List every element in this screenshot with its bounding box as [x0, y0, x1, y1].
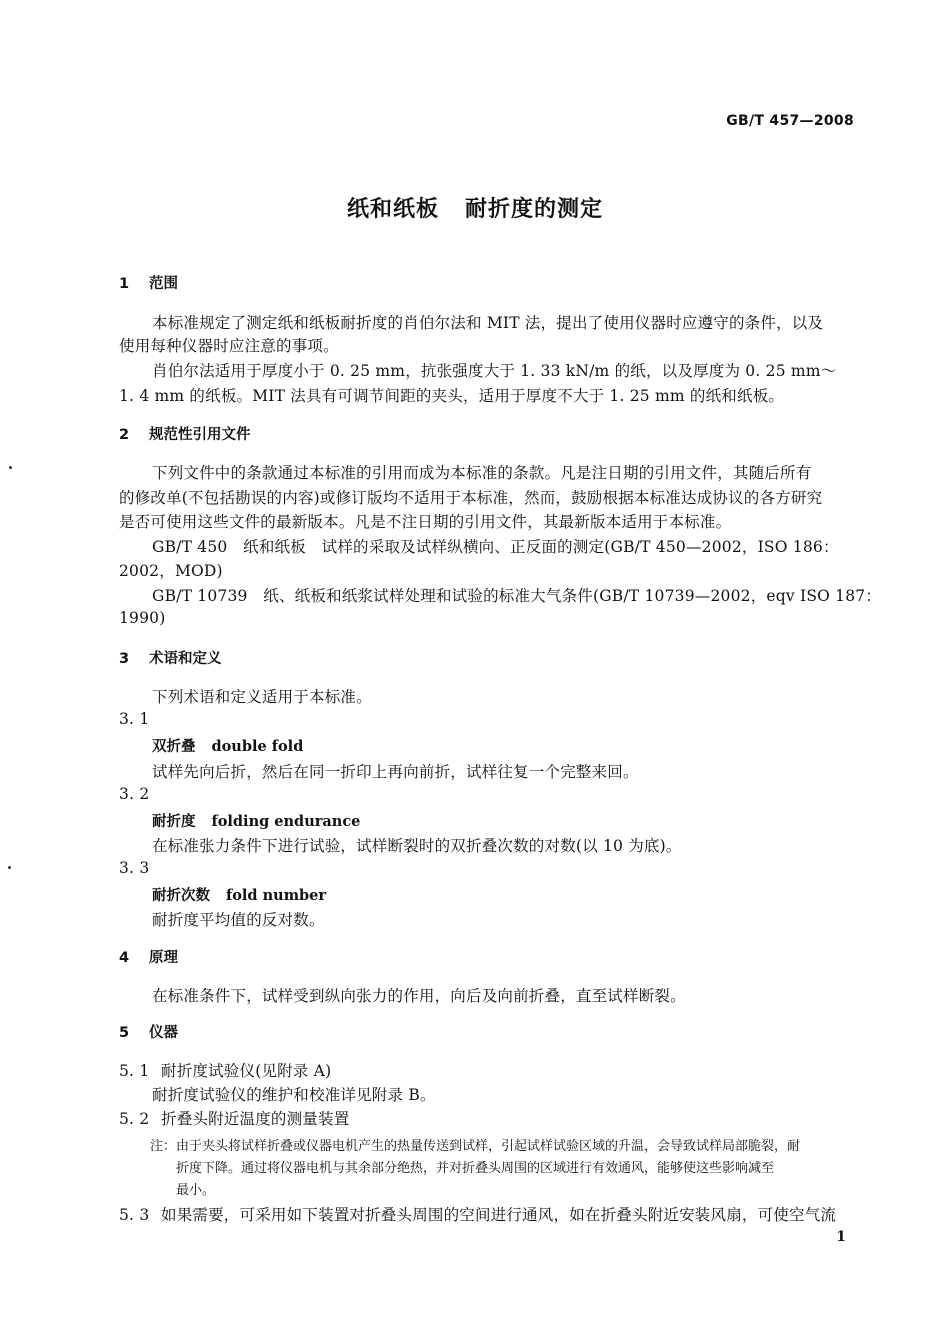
subsection-5-2	[119, 1107, 349, 1129]
term-en: double fold	[211, 738, 304, 755]
paragraph-line: 1. 4 mm 的纸板。MIT 法具有可调节间距的夹头，适用于厚度不大于 1. 25 mm 的纸和纸板。	[119, 387, 785, 405]
subsection-5-3	[119, 1203, 836, 1225]
section-number: 4	[119, 950, 130, 966]
scan-speck	[9, 466, 12, 469]
term-entry	[152, 810, 360, 831]
paragraph-line: 在标准条件下，试样受到纵向张力的作用，向后及向前折叠，直至试样断裂。	[152, 987, 686, 1005]
section-3-heading	[119, 647, 222, 668]
section-title: 术语和定义	[149, 651, 222, 667]
subsection-number: 5. 3	[119, 1206, 150, 1224]
reference-line: GB/T 10739 纸、纸板和纸浆试样处理和试验的标准大气条件(GB/T 10739—2002，eqv ISO 187：	[152, 587, 882, 605]
paragraph-line: 下列文件中的条款通过本标准的引用而成为本标准的条款。凡是注日期的引用文件，其随后所有	[152, 464, 812, 482]
term-cn: 耐折次数	[152, 888, 210, 904]
note-line: 注：由于夹头将试样折叠或仪器电机产生的热量传送到试样，引起试样试验区域的升温，会导致试样局部脆裂，耐	[150, 1139, 801, 1154]
section-number: 5	[119, 1025, 130, 1041]
subsection-title: 耐折度试验仪(见附录 A)	[161, 1062, 332, 1080]
subsection-number: 5. 1	[119, 1062, 150, 1080]
section-number: 3	[119, 651, 130, 667]
section-title: 仪器	[149, 1025, 178, 1041]
term-entry	[152, 884, 326, 905]
reference-line: 2002，MOD)	[119, 562, 223, 580]
paragraph-line: 本标准规定了测定纸和纸板耐折度的肖伯尔法和 MIT 法，提出了使用仪器时应遵守的条件，以及	[152, 314, 824, 332]
subsection-title: 折叠头附近温度的测量装置	[161, 1110, 350, 1128]
note-line: 最小。	[176, 1183, 216, 1198]
page-number: 1	[836, 1229, 846, 1245]
section-title: 范围	[149, 276, 178, 292]
subsection-text: 如果需要，可采用如下装置对折叠头周围的空间进行通风，如在折叠头附近安装风扇，可使空气流	[161, 1206, 837, 1224]
term-en: fold number	[226, 887, 327, 904]
section-4-heading	[119, 946, 178, 967]
term-definition: 耐折度平均值的反对数。	[152, 911, 325, 929]
title-part-2: 耐折度的测定	[465, 197, 604, 222]
paragraph-line: 肖伯尔法适用于厚度小于 0. 25 mm，抗张强度大于 1. 33 kN/m 的纸，以及厚度为 0. 25 mm～	[152, 362, 837, 380]
section-number: 2	[119, 427, 130, 443]
section-title: 规范性引用文件	[149, 427, 251, 443]
subsection-number: 3. 3	[119, 859, 150, 877]
term-entry	[152, 735, 303, 756]
subsection-number: 3. 1	[119, 710, 150, 728]
subsection-number: 3. 2	[119, 785, 150, 803]
term-cn: 双折叠	[152, 739, 196, 755]
section-1-heading	[119, 272, 178, 293]
paragraph-line: 下列术语和定义适用于本标准。	[152, 688, 372, 706]
paragraph-line: 使用每种仪器时应注意的事项。	[119, 337, 339, 355]
paragraph-line: 是否可使用这些文件的最新版本。凡是不注日期的引用文件，其最新版本适用于本标准。	[119, 513, 732, 531]
note-line: 折度下降。通过将仪器电机与其余部分绝热，并对折叠头周围的区域进行有效通风，能够使这些影响减至	[176, 1161, 775, 1176]
term-en: folding endurance	[211, 813, 361, 830]
document-title	[0, 192, 950, 223]
term-definition: 试样先向后折，然后在同一折印上再向前折，试样往复一个完整来回。	[152, 763, 639, 781]
document-number: GB/T 457—2008	[726, 113, 854, 129]
subsection-5-1	[119, 1059, 331, 1081]
term-cn: 耐折度	[152, 814, 196, 830]
section-5-heading	[119, 1021, 178, 1042]
section-number: 1	[119, 276, 130, 292]
reference-line: GB/T 450 纸和纸板 试样的采取及试样纵横向、正反面的测定(GB/T 450—2002，ISO 186：	[152, 538, 839, 556]
title-part-1: 纸和纸板	[346, 197, 439, 222]
term-definition: 在标准张力条件下进行试验，试样断裂时的双折叠次数的对数(以 10 为底)。	[152, 837, 682, 855]
section-title: 原理	[149, 950, 178, 966]
section-2-heading	[119, 423, 251, 444]
scan-speck	[8, 866, 11, 869]
reference-line: 1990)	[119, 609, 166, 627]
subsection-number: 5. 2	[119, 1110, 150, 1128]
paragraph-line: 的修改单(不包括勘误的内容)或修订版均不适用于本标准，然而，鼓励根据本标准达成协议的各方研究	[119, 489, 823, 507]
paragraph-line: 耐折度试验仪的维护和校准详见附录 B。	[152, 1086, 436, 1104]
